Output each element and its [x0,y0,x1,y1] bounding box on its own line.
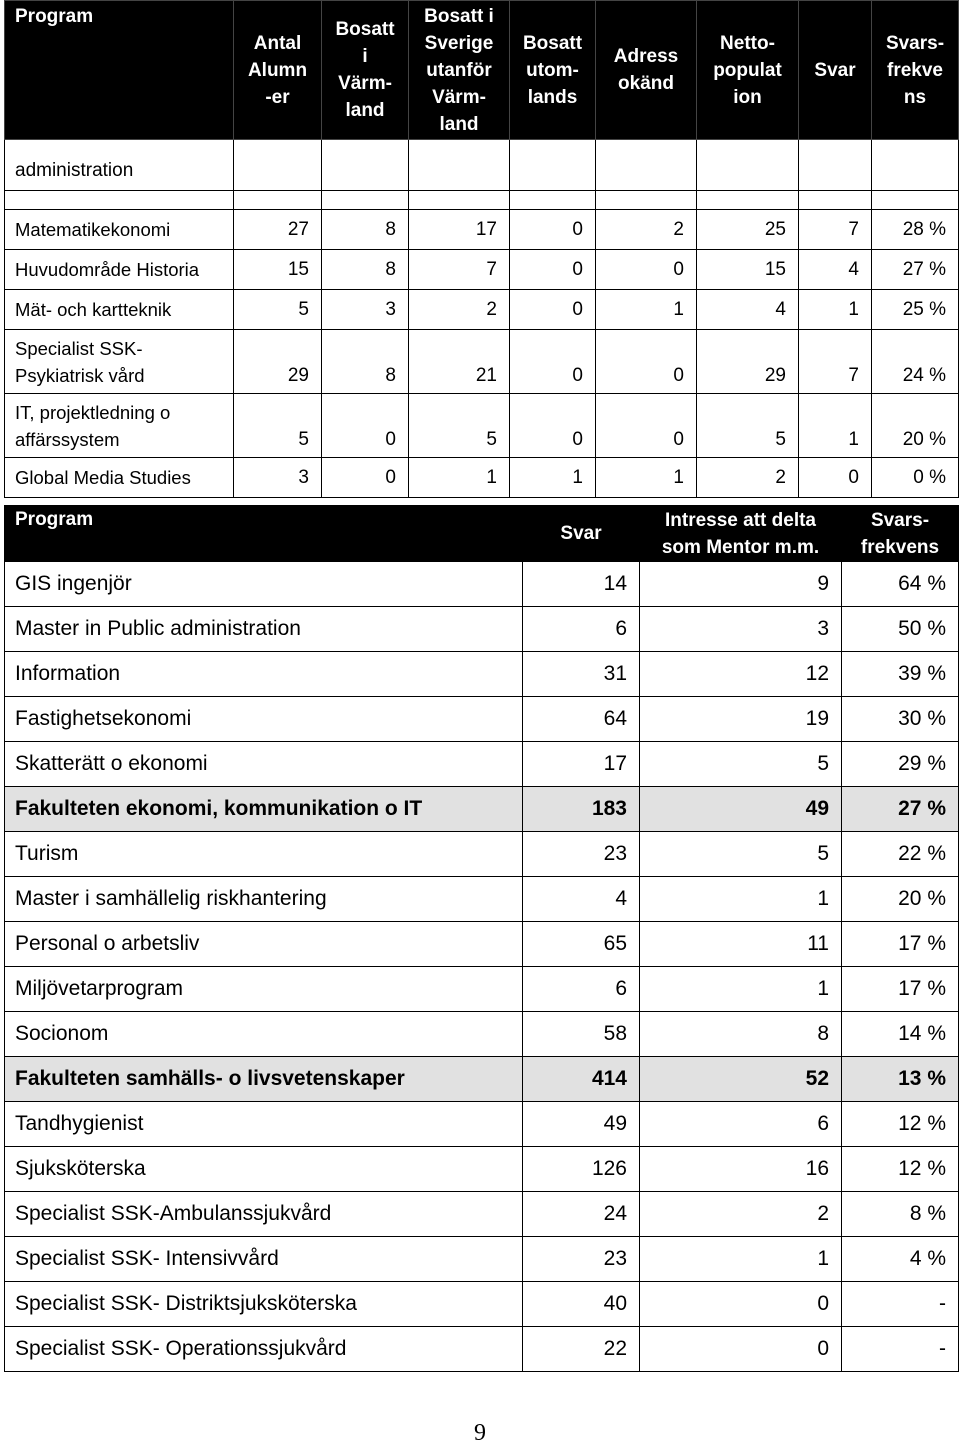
table-row [5,1237,959,1282]
table-row [5,1282,959,1327]
table-row [5,967,959,1012]
program-name: Master i samhällelig riskhantering [5,877,523,922]
adress-cell: 1 [596,290,697,330]
program-name-line: Matematikekonomi [15,219,171,240]
header-line: okänd [618,73,674,94]
table-row [5,1012,959,1057]
sverige-cell: 2 [409,290,510,330]
frekvens-cell: 64 % [842,562,959,607]
header-line: Svars- [885,32,945,54]
utomlands-cell: 0 [510,394,596,458]
header-svarsfrekvens [872,1,959,140]
program-name-line: Mät- och kartteknik [15,299,172,320]
header-line: Sverige [424,32,494,54]
sverige-cell: 1 [409,458,510,498]
intresse-cell: 52 [640,1057,842,1102]
header-line: Alumn [247,59,308,81]
program-name: Turism [5,832,523,877]
varmland-cell: 3 [322,290,409,330]
program-name-line: Psykiatrisk vård [15,365,145,386]
program-name: Fakulteten ekonomi, kommunikation o IT [5,787,523,832]
header-svar: Svar [523,506,640,562]
intresse-cell: 16 [640,1147,842,1192]
program-name: Fastighetsekonomi [5,697,523,742]
netto-cell: 25 [697,210,799,250]
frekvens-cell: 25 % [872,290,959,330]
program-name [5,394,234,458]
svar-cell: 65 [523,922,640,967]
program-name: Personal o arbetsliv [5,922,523,967]
table2-body [5,562,959,1372]
header-line: Svars- [870,509,930,531]
table-row [5,250,959,290]
program-name: Specialist SSK- Operationssjukvård [5,1327,523,1372]
sverige-cell: 17 [409,210,510,250]
varmland-cell: 8 [322,250,409,290]
frekvens-cell: 0 % [872,458,959,498]
svar-cell: 4 [523,877,640,922]
header-line: Bosatt [335,19,395,40]
table1-body [5,210,959,498]
program-name: Tandhygienist [5,1102,523,1147]
intresse-cell: 5 [640,742,842,787]
svar-cell: 6 [523,967,640,1012]
mentor-interest-table [4,505,959,1372]
frekvens-cell: 30 % [842,697,959,742]
svar-cell: 14 [523,562,640,607]
program-name [5,250,234,290]
program-name [5,458,234,498]
svar-cell: 4 [799,250,872,290]
svar-cell: 7 [799,210,872,250]
program-name-line: Global Media Studies [15,467,191,488]
intresse-cell: 1 [640,877,842,922]
table-row [5,210,959,250]
adress-cell: 2 [596,210,697,250]
program-name: Skatterätt o ekonomi [5,742,523,787]
netto-cell: 15 [697,250,799,290]
alumni-table [4,0,959,498]
antal-cell: 27 [234,210,322,250]
intresse-cell: 0 [640,1327,842,1372]
svar-cell: 6 [523,607,640,652]
header-line: frekvens [860,536,940,558]
svar-cell: 23 [523,1237,640,1282]
adress-cell: 1 [596,458,697,498]
header-line: land [439,113,479,135]
program-name: Fakulteten samhälls- o livsvetenskaper [5,1057,523,1102]
frekvens-cell: 4 % [842,1237,959,1282]
frekvens-cell: 27 % [872,250,959,290]
antal-cell: 5 [234,290,322,330]
header-line: land [345,100,385,121]
table-row [5,330,959,394]
header-line: Netto- [720,32,775,54]
program-name-line: Huvudområde Historia [15,259,200,280]
antal-cell: 3 [234,458,322,498]
table-row [5,290,959,330]
table1-header-row [5,1,959,140]
svar-cell: 22 [523,1327,640,1372]
header-antal-alumner [234,1,322,140]
netto-cell: 4 [697,290,799,330]
svar-cell: 31 [523,652,640,697]
antal-cell: 5 [234,394,322,458]
header-line: Värm- [432,86,486,108]
svar-cell: 23 [523,832,640,877]
header-line: frekve [887,59,943,81]
intresse-cell: 5 [640,832,842,877]
table-row [5,832,959,877]
header-bosatt-varmland [322,1,409,140]
svar-cell: 1 [799,394,872,458]
intresse-cell: 1 [640,1237,842,1282]
header-line: Värm- [338,73,392,94]
header-intresse-mentor [640,506,842,562]
varmland-cell: 0 [322,394,409,458]
svar-cell: 24 [523,1192,640,1237]
header-bosatt-sverige [409,1,510,140]
netto-cell: 5 [697,394,799,458]
utomlands-cell: 0 [510,210,596,250]
frekvens-cell: 13 % [842,1057,959,1102]
svar-cell: 17 [523,742,640,787]
header-line: Bosatt [522,32,583,54]
sverige-cell: 7 [409,250,510,290]
intresse-cell: 11 [640,922,842,967]
frekvens-cell: 24 % [872,330,959,394]
intresse-cell: 2 [640,1192,842,1237]
table2-header-row [5,506,959,562]
frekvens-cell: 22 % [842,832,959,877]
program-name: Specialist SSK- Distriktsjuksköterska [5,1282,523,1327]
frekvens-cell: 20 % [872,394,959,458]
intresse-cell: 12 [640,652,842,697]
intresse-cell: 1 [640,967,842,1012]
intresse-cell: 6 [640,1102,842,1147]
frekvens-cell: 14 % [842,1012,959,1057]
table-row [5,394,959,458]
antal-cell: 15 [234,250,322,290]
adress-cell: 0 [596,250,697,290]
sverige-cell: 21 [409,330,510,394]
program-name-line: IT, projektledning o [15,402,171,423]
svar-cell: 126 [523,1147,640,1192]
frekvens-cell: 29 % [842,742,959,787]
sverige-cell: 5 [409,394,510,458]
program-name: GIS ingenjör [5,562,523,607]
frekvens-cell: 12 % [842,1102,959,1147]
table-row [5,652,959,697]
antal-cell: 29 [234,330,322,394]
header-line: Adress [613,46,679,67]
header-line: ns [903,86,927,108]
table-row [5,922,959,967]
frekvens-cell: 28 % [872,210,959,250]
varmland-cell: 0 [322,458,409,498]
table-row [5,742,959,787]
table-row [5,697,959,742]
frekvens-cell: 17 % [842,922,959,967]
program-name: Specialist SSK-Ambulanssjukvård [5,1192,523,1237]
header-nettopopulation [697,1,799,140]
intresse-cell: 49 [640,787,842,832]
table1-spacer-row [5,191,959,210]
table-row [5,458,959,498]
svar-cell: 40 [523,1282,640,1327]
table-row [5,1147,959,1192]
header-line: ion [733,86,762,108]
frekvens-cell: 17 % [842,967,959,1012]
varmland-cell: 8 [322,330,409,394]
header-line: Antal [253,32,302,54]
svar-cell: 49 [523,1102,640,1147]
program-name [5,290,234,330]
svar-cell: 414 [523,1057,640,1102]
svar-cell: 0 [799,458,872,498]
header-line: populat [713,59,782,81]
header-svarsfrekvens [842,506,959,562]
header-svar: Svar [799,1,872,140]
frekvens-cell: 50 % [842,607,959,652]
program-name: Information [5,652,523,697]
table-row [5,1102,959,1147]
header-line: Bosatt i [424,5,494,27]
intresse-cell: 8 [640,1012,842,1057]
svar-cell: 7 [799,330,872,394]
table-row [5,877,959,922]
program-name [5,330,234,394]
header-line: -er [265,86,290,108]
svar-cell: 183 [523,787,640,832]
table-row [5,1192,959,1237]
header-line: utom- [526,59,579,81]
program-name: Specialist SSK- Intensivvård [5,1237,523,1282]
header-program: Program [5,506,523,562]
faculty-total-row [5,1057,959,1102]
faculty-total-row [5,787,959,832]
frekvens-cell: - [842,1327,959,1372]
svar-cell: 1 [799,290,872,330]
netto-cell: 2 [697,458,799,498]
program-name-line: Specialist SSK- [15,338,143,359]
header-adress-okand [596,1,697,140]
frekvens-cell: 39 % [842,652,959,697]
program-name: Socionom [5,1012,523,1057]
header-line: som Mentor m.m. [661,536,820,558]
frekvens-cell: 20 % [842,877,959,922]
header-bosatt-utomlands [510,1,596,140]
varmland-cell: 8 [322,210,409,250]
frekvens-cell: 12 % [842,1147,959,1192]
program-name: Sjuksköterska [5,1147,523,1192]
header-line: i [362,46,368,67]
intresse-cell: 3 [640,607,842,652]
adress-cell: 0 [596,330,697,394]
program-name-line: affärssystem [15,429,120,450]
frekvens-cell: 27 % [842,787,959,832]
program-continuation: administration [5,140,234,191]
intresse-cell: 9 [640,562,842,607]
svar-cell: 64 [523,697,640,742]
header-line: lands [527,86,578,108]
utomlands-cell: 0 [510,330,596,394]
table-row [5,607,959,652]
table-row [5,562,959,607]
utomlands-cell: 0 [510,250,596,290]
program-name: Master in Public administration [5,607,523,652]
netto-cell: 29 [697,330,799,394]
frekvens-cell: - [842,1282,959,1327]
intresse-cell: 19 [640,697,842,742]
table1-program-continuation-row [5,140,959,191]
adress-cell: 0 [596,394,697,458]
header-line: Intresse att delta [665,509,816,531]
intresse-cell: 0 [640,1282,842,1327]
header-line: utanför [426,59,492,81]
program-name: Miljövetarprogram [5,967,523,1012]
svar-cell: 58 [523,1012,640,1057]
program-name [5,210,234,250]
utomlands-cell: 1 [510,458,596,498]
frekvens-cell: 8 % [842,1192,959,1237]
header-program: Program [5,1,234,140]
page-number: 9 [474,1420,486,1446]
utomlands-cell: 0 [510,290,596,330]
table-row [5,1327,959,1372]
